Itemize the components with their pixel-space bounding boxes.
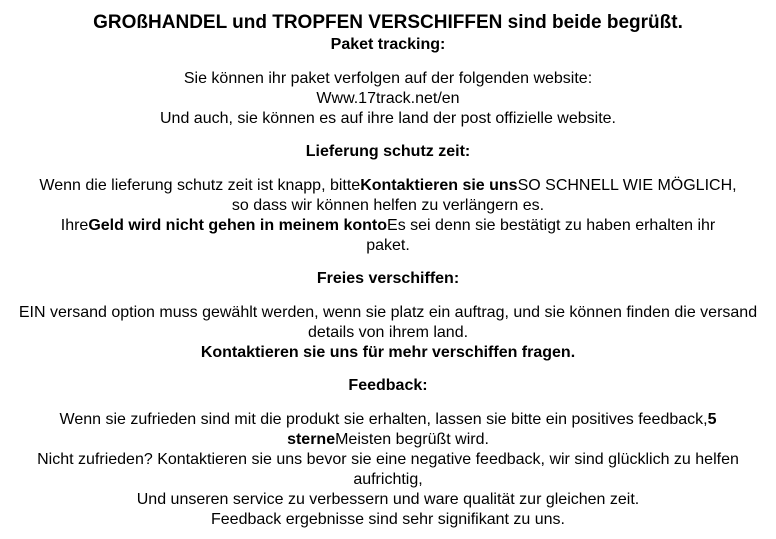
spacer <box>0 256 776 269</box>
feedback-line: Nicht zufrieden? Kontaktieren sie uns bevor sie eine negative feedback, wir sind glücklich zu helfen aufrichtig, <box>37 451 739 488</box>
feedback-text <box>0 410 776 530</box>
tracking-text <box>0 69 776 129</box>
spacer <box>0 55 776 69</box>
spacer <box>0 396 776 410</box>
contact-emphasis: Kontaktieren sie uns <box>360 177 518 194</box>
page-title: GROßHANDEL und TROPFEN VERSCHIFFEN sind beide begrüßt. <box>93 12 683 33</box>
spacer <box>0 363 776 376</box>
tracking-line: Sie können ihr paket verfolgen auf der folgenden website: <box>183 70 593 87</box>
spacer <box>0 162 776 176</box>
stars-emphasis: 5 sterne <box>287 411 717 448</box>
feedback-heading: Feedback: <box>348 377 428 394</box>
feedback-line: Feedback ergebnisse sind sehr signifikant zu uns. <box>211 511 565 528</box>
protection-paragraph <box>38 216 738 256</box>
tracking-heading: Paket tracking: <box>330 36 446 53</box>
feedback-line: Und unseren service zu verbessern und ware qualität zur gleichen zeit. <box>136 491 640 508</box>
feedback-paragraph <box>48 410 728 450</box>
tracking-line: Und auch, sie können es auf ihre land der post offizielle website. <box>160 110 616 127</box>
protection-text-part: Es sei denn sie bestätigt zu haben erhalten ihr paket. <box>366 217 716 254</box>
shipping-text <box>0 303 776 363</box>
protection-text-part: Ihre <box>60 217 89 234</box>
spacer <box>0 289 776 303</box>
protection-paragraph <box>38 176 738 216</box>
protection-text <box>38 176 738 256</box>
feedback-text-part: Meisten begrüßt wird. <box>335 431 489 448</box>
tracking-url: Www.17track.net/en <box>316 90 460 107</box>
feedback-text-part: Wenn sie zufrieden sind mit die produkt sie erhalten, lassen sie bitte ein positives feedback, <box>59 411 708 428</box>
protection-text-part: Wenn die lieferung schutz zeit ist knapp, bitte <box>39 177 361 194</box>
protection-heading: Lieferung schutz zeit: <box>305 143 471 160</box>
money-emphasis: Geld wird nicht gehen in meinem konto <box>88 217 388 234</box>
shipping-contact: Kontaktieren sie uns für mehr verschiffen fragen. <box>200 344 576 361</box>
spacer <box>0 129 776 142</box>
protection-text-part: SO SCHNELL WIE MÖGLICH, so dass wir können helfen zu verlängern es. <box>231 177 737 214</box>
shipping-heading: Freies verschiffen: <box>316 270 460 287</box>
shipping-line: EIN versand option muss gewählt werden, wenn sie platz ein auftrag, und sie können finden die versand details von ihrem land. <box>18 304 758 341</box>
